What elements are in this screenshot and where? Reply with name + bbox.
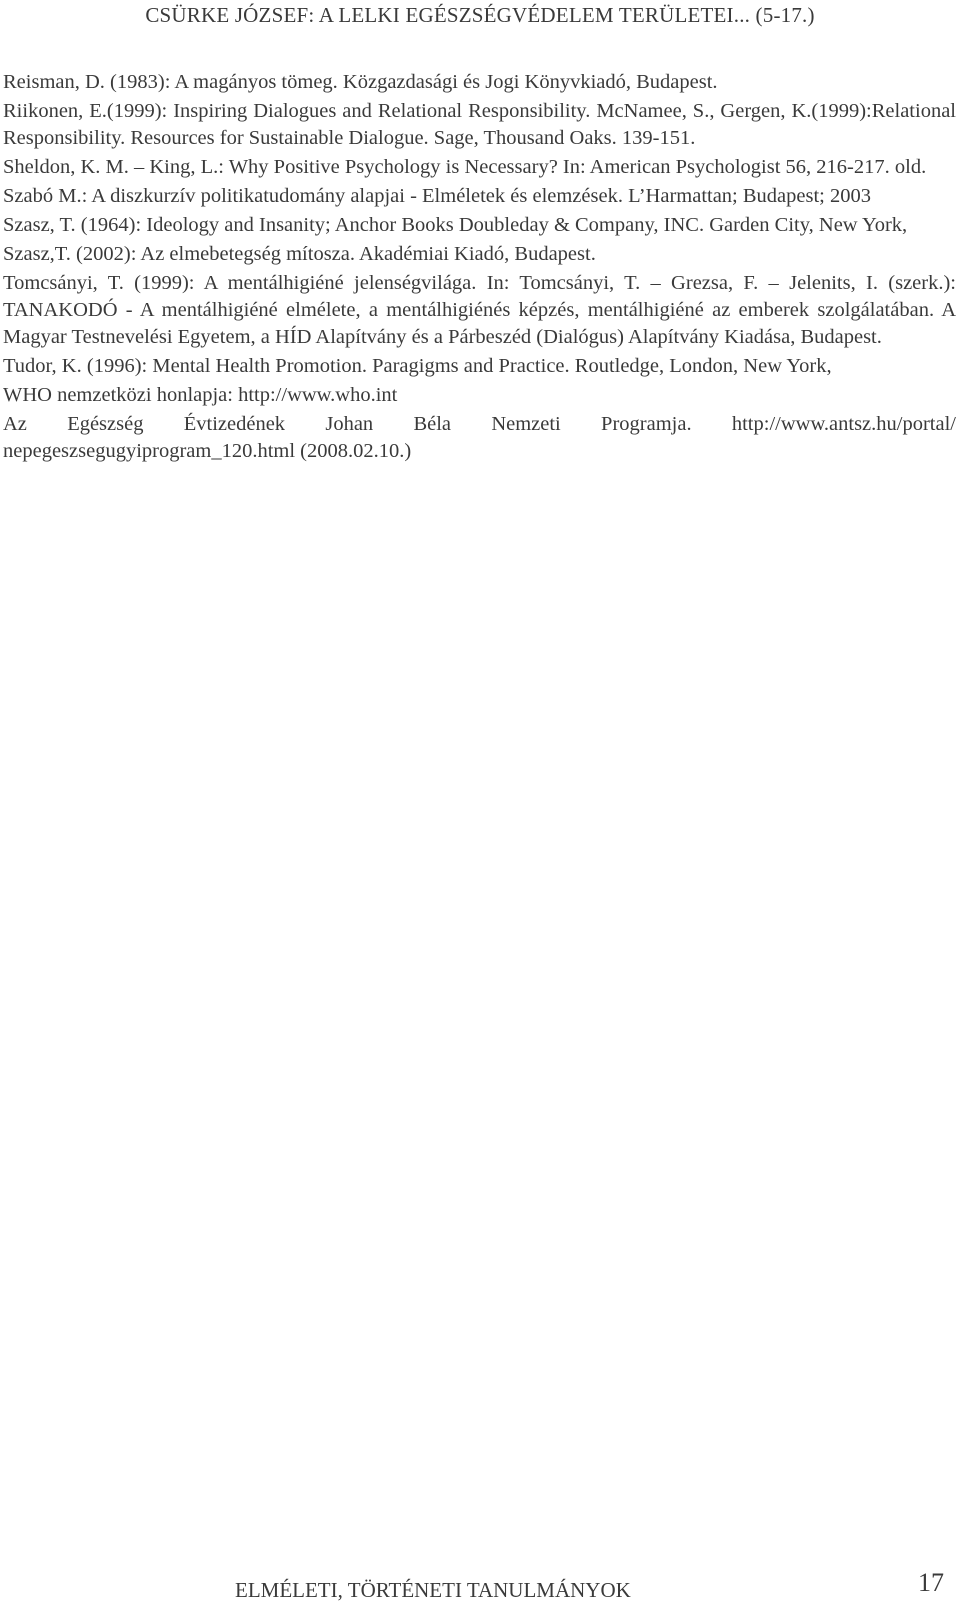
running-head: CSÜRKE JÓZSEF: A LELKI EGÉSZSÉGVÉDELEM TERÜLETEI... (5-17.) — [145, 3, 815, 27]
reference-item: Tudor, K. (1996): Mental Health Promotion. Paragigms and Practice. Routledge, London, New York, — [3, 355, 832, 377]
reference-item: Szasz, T. (1964): Ideology and Insanity; Anchor Books Doubleday & Company, INC. Garden City, New York, — [3, 214, 908, 236]
page-number: 17 — [918, 1568, 944, 1597]
reference-item: Szasz,T. (2002): Az elmebetegség mítosza. Akadémiai Kiadó, Budapest. — [3, 243, 596, 265]
footer-section-title: ELMÉLETI, TÖRTÉNETI TANULMÁNYOK — [235, 1578, 631, 1602]
reference-item: Az Egészség Évtizedének Johan Béla Nemzeti Programja. http://www.antsz.hu/portal/ nepegeszsegugyiprogram_120.html (2008.02.10.) — [3, 413, 956, 462]
reference-item: Tomcsányi, T. (1999): A mentálhigiéné jelenségvilága. In: Tomcsányi, T. – Grezsa, F. – Jelenits, I. (szerk.): TANAKODÓ - A mentálhigiéné elmélete, a mentálhigiénés képzés, mentálhigiéné az emberek szolgálatában. A Magyar Testnevelési Egyetem, a HÍD Alapítvány és a Párbeszéd (Dialógus) Alapítvány Kiadása, Budapest. — [3, 272, 956, 348]
reference-item: WHO nemzetközi honlapja: http://www.who.int — [3, 384, 398, 406]
reference-list — [3, 69, 956, 467]
reference-item: Sheldon, K. M. – King, L.: Why Positive Psychology is Necessary? In: American Psychologist 56, 216-217. old. — [3, 156, 927, 178]
reference-item: Riikonen, E.(1999): Inspiring Dialogues and Relational Responsibility. McNamee, S., Gergen, K.(1999):Relational Responsibility. Resources for Sustainable Dialogue. Sage, Thousand Oaks. 139-151. — [3, 100, 956, 149]
reference-item: Szabó M.: A diszkurzív politikatudomány alapjai - Elméletek és elemzések. L’Harmattan; Budapest; 2003 — [3, 185, 871, 207]
reference-item: Reisman, D. (1983): A magányos tömeg. Közgazdasági és Jogi Könyvkiadó, Budapest. — [3, 71, 718, 93]
